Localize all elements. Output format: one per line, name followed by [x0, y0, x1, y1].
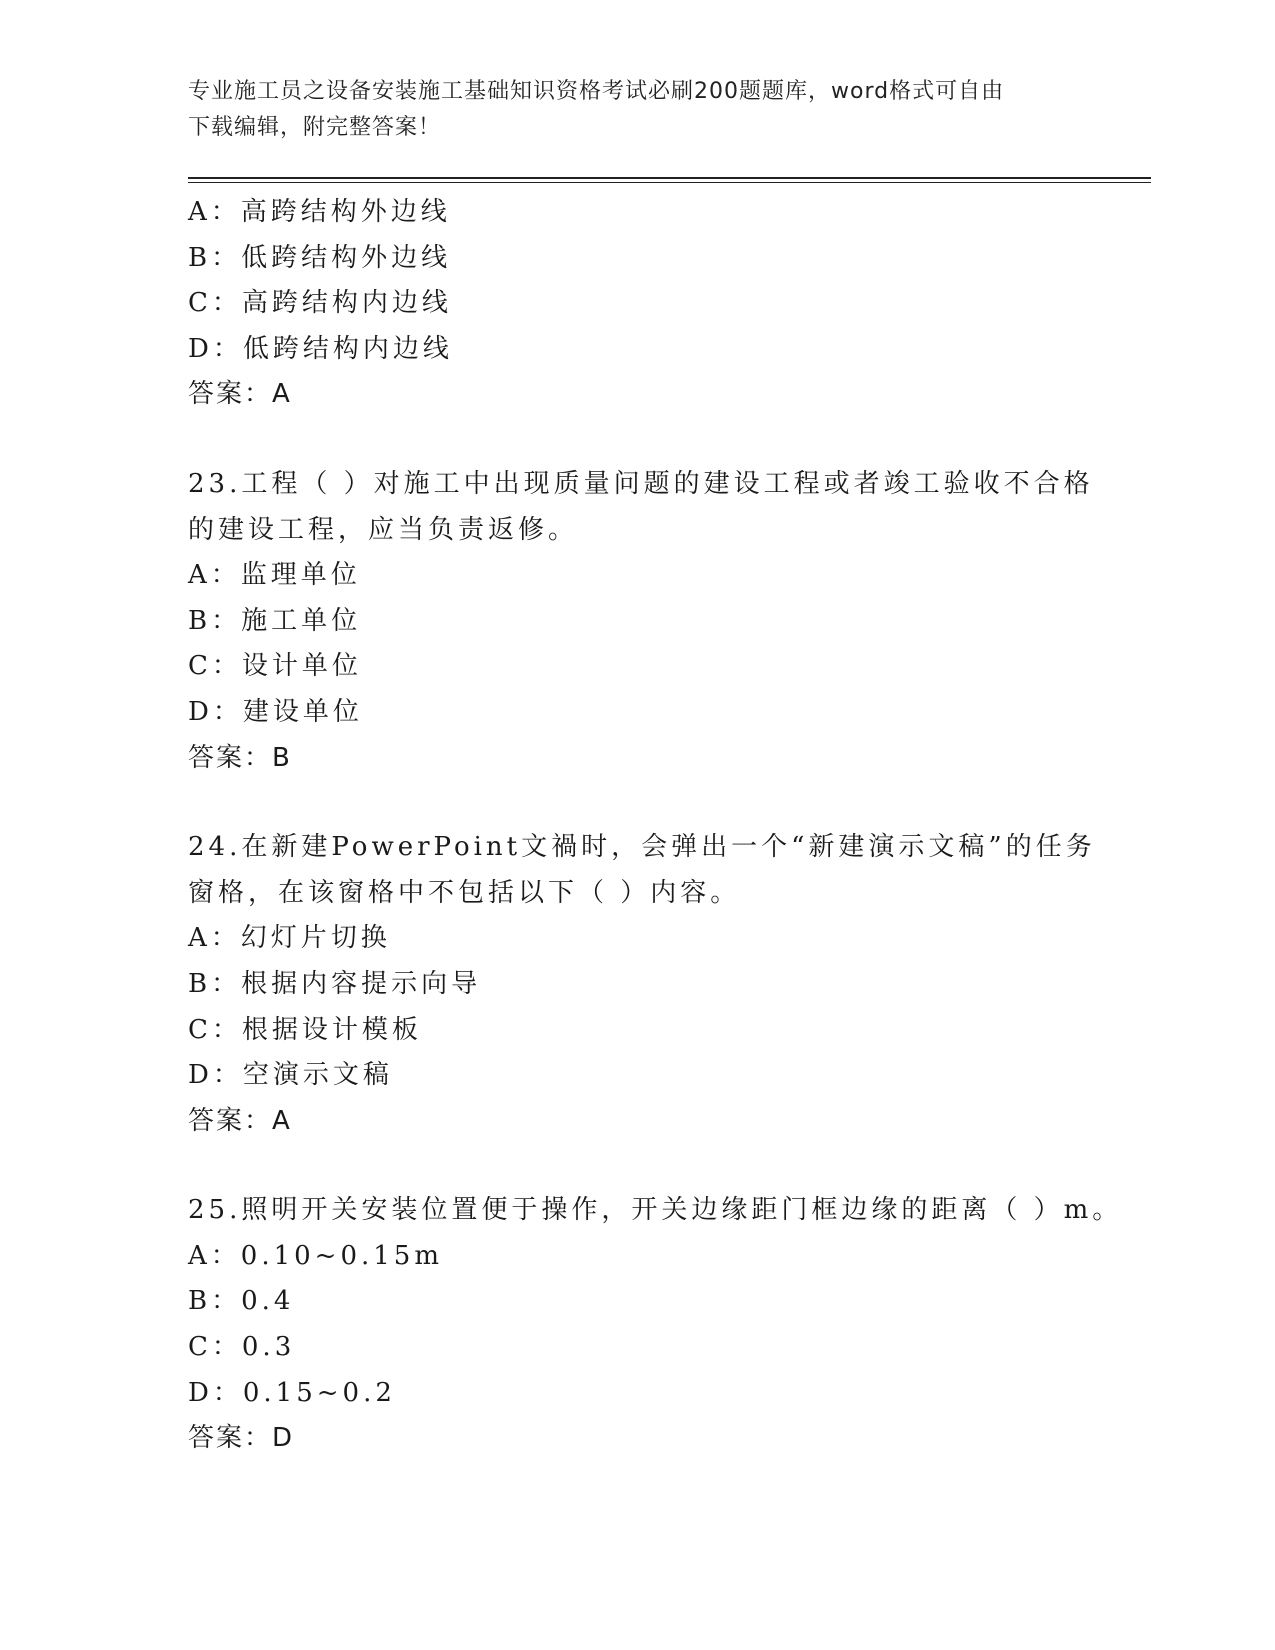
option-b: B：施工单位 — [188, 605, 362, 636]
option-a: A：高跨结构外边线 — [188, 197, 451, 227]
question-stem: 23.工程（ ）对施工中出现质量问题的建设工程或者竣工验收不合格 — [188, 468, 1094, 499]
option-d: D：空演示文稿 — [188, 1060, 393, 1091]
question-25 — [188, 1188, 1123, 1462]
question-stem-continued: 窗格，在该窗格中不包括以下（ ）内容。 — [188, 877, 741, 908]
option-b: B：根据内容提示向导 — [188, 968, 482, 999]
option-c: C：高跨结构内边线 — [188, 288, 452, 319]
answer-label: 答案：D — [188, 1423, 295, 1454]
option-b: B：低跨结构外边线 — [188, 242, 452, 273]
question-stem: 24.在新建PowerPoint文禍时，会弹出一个“新建演示文稿”的任务 — [188, 832, 1096, 863]
option-c: C：根据设计模板 — [188, 1014, 422, 1045]
header-title-line-2: 下载编辑，附完整答案！ — [188, 115, 442, 140]
answer-label: 答案：B — [188, 742, 292, 773]
header-divider — [188, 177, 1151, 179]
document-header — [188, 74, 1088, 146]
question-stem-continued: 的建设工程，应当负责返修。 — [188, 514, 579, 545]
option-a: A：0.10~0.15m — [188, 1240, 443, 1271]
header-divider-thin — [188, 182, 1151, 183]
question-stem: 25.照明开关安装位置便于操作，开关边缘距门框边缘的距离（ ）m。 — [188, 1195, 1123, 1226]
question-list — [188, 190, 1123, 1462]
question-24 — [188, 825, 1096, 1144]
header-title-line-1: 专业施工员之设备安装施工基础知识资格考试必刷200题题库，word格式可自由 — [188, 79, 1005, 104]
option-d: D：建设单位 — [188, 696, 363, 727]
answer-label: 答案：A — [188, 1105, 292, 1136]
option-a: A：监理单位 — [188, 560, 361, 591]
question-23 — [188, 462, 1094, 781]
option-c: C：0.3 — [188, 1332, 296, 1363]
option-d: D：低跨结构内边线 — [188, 333, 453, 364]
option-b: B：0.4 — [188, 1286, 295, 1317]
answer-label: 答案：A — [188, 379, 292, 410]
option-c: C：设计单位 — [188, 651, 362, 682]
question-22 — [188, 190, 1068, 418]
option-d: D：0.15~0.2 — [188, 1377, 396, 1408]
option-a: A：幻灯片切换 — [188, 923, 391, 954]
